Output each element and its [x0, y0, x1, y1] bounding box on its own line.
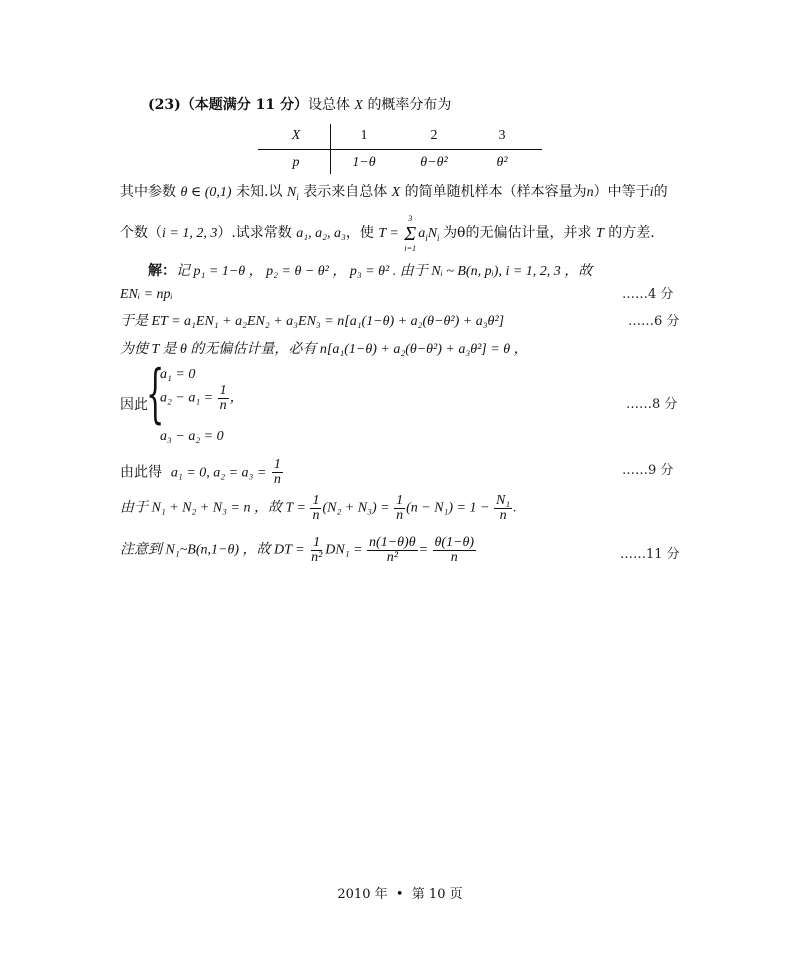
text: ，使	[345, 225, 374, 242]
table-cell: 1	[360, 128, 368, 143]
text: 的方差.	[608, 225, 655, 242]
sum-symbol	[404, 214, 416, 254]
sum-upper: 3	[408, 214, 413, 223]
numerator: 1	[219, 383, 227, 398]
text: 为θ的无偏估计量，并求	[443, 225, 592, 242]
text: ，	[229, 390, 244, 406]
denominator: n	[273, 472, 281, 487]
score-6: ……6 分	[628, 314, 680, 329]
numerator: 1	[312, 493, 320, 508]
solution-line-4: 为使 T 是 θ 的无偏估计量，必有 n[a₁(1−θ) + a₂(θ−θ²) + a₃θ²] = θ ，	[120, 342, 528, 357]
footer-dot: •	[395, 887, 404, 902]
numerator: 1	[396, 493, 404, 508]
math	[287, 185, 299, 200]
text: .	[513, 500, 517, 516]
page-footer	[0, 883, 800, 902]
table-cell: θ−θ²	[420, 155, 448, 170]
text: 其中参数	[120, 184, 176, 200]
denominator: n²	[386, 550, 398, 565]
denominator: n	[499, 508, 507, 523]
text: 由此得	[120, 464, 162, 481]
numerator: N₁	[495, 493, 511, 508]
fraction	[272, 458, 283, 487]
table-cell: 3	[498, 128, 506, 143]
text: 表示来自总体	[303, 184, 388, 200]
score-11: ……11 分	[620, 547, 680, 562]
eq-left: a₂ − a₁ =	[160, 390, 214, 406]
score-9: ……9 分	[622, 463, 674, 478]
estimator-formula: T = 3 Σ i=1 $a_iN_i$	[378, 214, 440, 253]
var-n: N	[286, 185, 297, 200]
statement-line-1	[120, 183, 668, 206]
fraction	[310, 494, 321, 523]
table-row1-label: X	[291, 128, 301, 143]
statement-line-2: 个数（i = 1, 2, 3）.试求常数 a₁, a₂, a₃，使 T = 3 Σ i=1 $a_iN_i$ 为θ的无偏估计量，并求 T 的方差.	[120, 214, 655, 253]
fraction	[367, 536, 418, 565]
numerator: n(1−θ)θ	[369, 535, 416, 550]
text: 由于 N₁ + N₂ + N₃ = n ，故 T =	[120, 500, 306, 516]
problem-score-note: （本题满分 11 分）	[180, 97, 308, 113]
solution-line-6	[120, 494, 517, 523]
text: DN₁ =	[325, 542, 363, 558]
text: 的	[653, 184, 668, 200]
fraction	[218, 384, 229, 413]
solution-line-3: 于是 ET = a₁EN₁ + a₂EN₂ + a₃EN₃ = n[a₁(1−θ) + a₂(θ−θ²) + a₃θ²]	[120, 314, 505, 329]
problem-header-text: 设总体	[307, 97, 350, 113]
system-eq-1: a₁ = 0	[160, 367, 196, 382]
math: i = 1, 2, 3	[162, 226, 218, 242]
var-x: X	[354, 98, 363, 113]
problem-header	[148, 96, 451, 115]
distribution-table	[258, 124, 542, 176]
solution-line-1: 解：记 p₁ = 1−θ ， p₂ = θ − θ² ， p₃ = θ² . 由于 Nᵢ ~ B(n, pᵢ), i = 1, 2, 3 ，故	[148, 263, 593, 279]
table-cell: 1−θ	[352, 155, 376, 170]
numerator: θ(1−θ)	[434, 535, 475, 550]
table-cell: 2	[430, 128, 438, 143]
text: 未知.以	[235, 184, 283, 200]
var-n: n	[586, 185, 594, 200]
text: ）中等于	[593, 184, 650, 200]
footer-year: 2010 年	[337, 887, 388, 902]
solution-line-7	[120, 536, 477, 565]
system-eq-3: a₃ − a₂ = 0	[160, 429, 224, 444]
score-4: ……4 分	[622, 287, 674, 302]
text: 注意到 N₁~B(n,1−θ) ，故 DT =	[120, 542, 305, 558]
var-x: X	[391, 185, 401, 200]
text: 的简单随机样本（样本容量为	[404, 184, 587, 200]
score-8: ……8 分	[626, 397, 678, 412]
text: ）.试求常数	[217, 225, 292, 242]
fraction	[433, 536, 477, 565]
table-row2-label: p	[292, 155, 300, 170]
text: (n − N₁) = 1 −	[406, 500, 490, 516]
table-cell: θ²	[496, 155, 508, 170]
solution-line-5	[120, 458, 284, 487]
denominator: n	[396, 508, 404, 523]
fraction	[309, 536, 324, 565]
system-eq-2	[160, 384, 244, 413]
solution-label: 解	[148, 263, 162, 279]
solution-line-2: ENᵢ = npᵢ	[120, 287, 173, 302]
math: θ ∈ (0,1)	[180, 185, 232, 200]
text: 个数（	[120, 225, 162, 242]
numerator: 1	[313, 535, 321, 550]
sum-sigma: Σ	[404, 223, 417, 245]
math: a₁, a₂, a₃	[296, 226, 346, 242]
sum-lower: i=1	[404, 244, 417, 253]
table-horizontal-rule	[258, 149, 542, 150]
text: (N₂ + N₃) =	[322, 500, 390, 516]
denominator: n	[450, 550, 458, 565]
problem-number: (23)	[148, 97, 181, 113]
system-prefix: 因此	[120, 397, 148, 413]
fraction	[394, 494, 405, 523]
problem-header-tail: 的概率分布为	[367, 97, 452, 113]
denominator: n²	[311, 550, 323, 565]
left-brace: {	[146, 357, 165, 431]
subscript: i	[296, 191, 299, 202]
denominator: n	[312, 508, 320, 523]
fraction	[494, 494, 512, 523]
footer-page-number: 第 10 页	[411, 887, 463, 902]
var-i: i	[649, 185, 654, 200]
text: =	[418, 542, 429, 558]
solution-text: 记 p₁ = 1−θ ， p₂ = θ − θ² ， p₃ = θ² . 由于 Nᵢ ~ B(n, pᵢ), i = 1, 2, 3 ，故	[176, 264, 593, 279]
math: a₁ = 0, a₂ = a₃ =	[170, 465, 267, 481]
numerator: 1	[273, 457, 281, 472]
denominator: n	[219, 398, 227, 413]
